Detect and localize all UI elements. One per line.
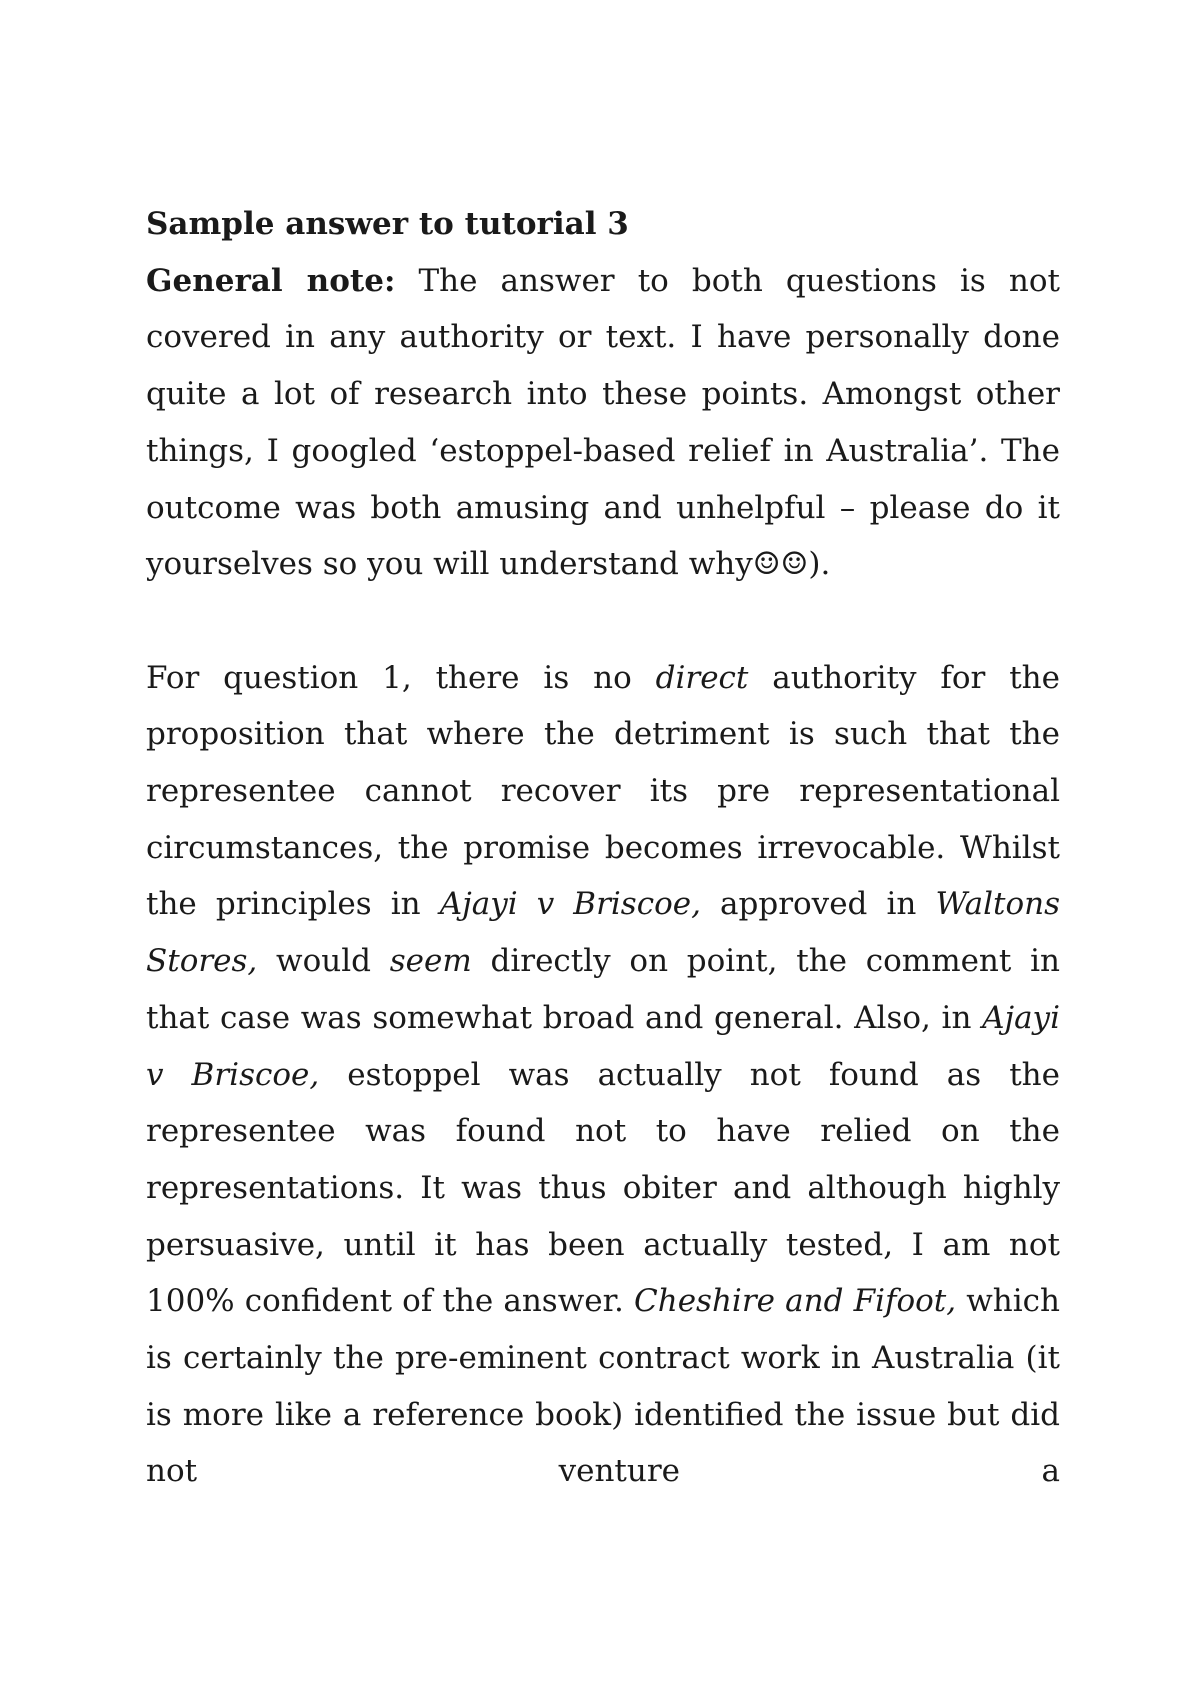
text-run: which is certainly the pre-eminent contract work in Australia (it is more like a reference book) identified the issue but did not venture a [146,1283,1060,1490]
emphasis-seem: seem [389,943,472,980]
book-citation-cheshire: Cheshire and Fifoot, [634,1283,957,1320]
case-citation-ajayi-2: Ajayi v Briscoe, [146,999,1060,1093]
text-run: would [257,943,390,980]
text-run: estoppel was actually not found as the representee was found not to have relied on the representations. It was thus obiter and although highly persuasive, until it has been actually tested, I am not 100% confident of the answer. [146,1056,1060,1320]
text-run: For question 1, there is no [146,659,656,696]
case-citation-ajayi: Ajayi v Briscoe, [439,886,701,923]
general-note-text: The answer to both questions is not covered in any authority or text. I have personally done quite a lot of research into these points. Amongst other things, I googled ‘estoppel-based relief in Australia’. The outcome was both amusing and unhelpful – please do it yourselves so you will understand why☺☺). [146,262,1060,583]
question-1-paragraph [146,650,1060,1501]
general-note-paragraph [146,253,1060,593]
paragraph-gap [146,593,1060,650]
document-title: Sample answer to tutorial 3 [146,206,629,242]
document-page [146,196,1060,1500]
text-run: authority for the proposition that where the detriment is such that the representee cannot recover its pre representational circumstances, the promise becomes irrevocable. Whilst the principles in [146,659,1060,923]
emphasis-direct: direct [655,659,749,696]
case-citation-waltons: Waltons Stores, [146,886,1060,980]
text-run: directly on point, the comment in that case was somewhat broad and general. Also, in [146,943,1060,1036]
general-note-label: General note: [146,262,396,299]
text-run: approved in [700,886,936,923]
